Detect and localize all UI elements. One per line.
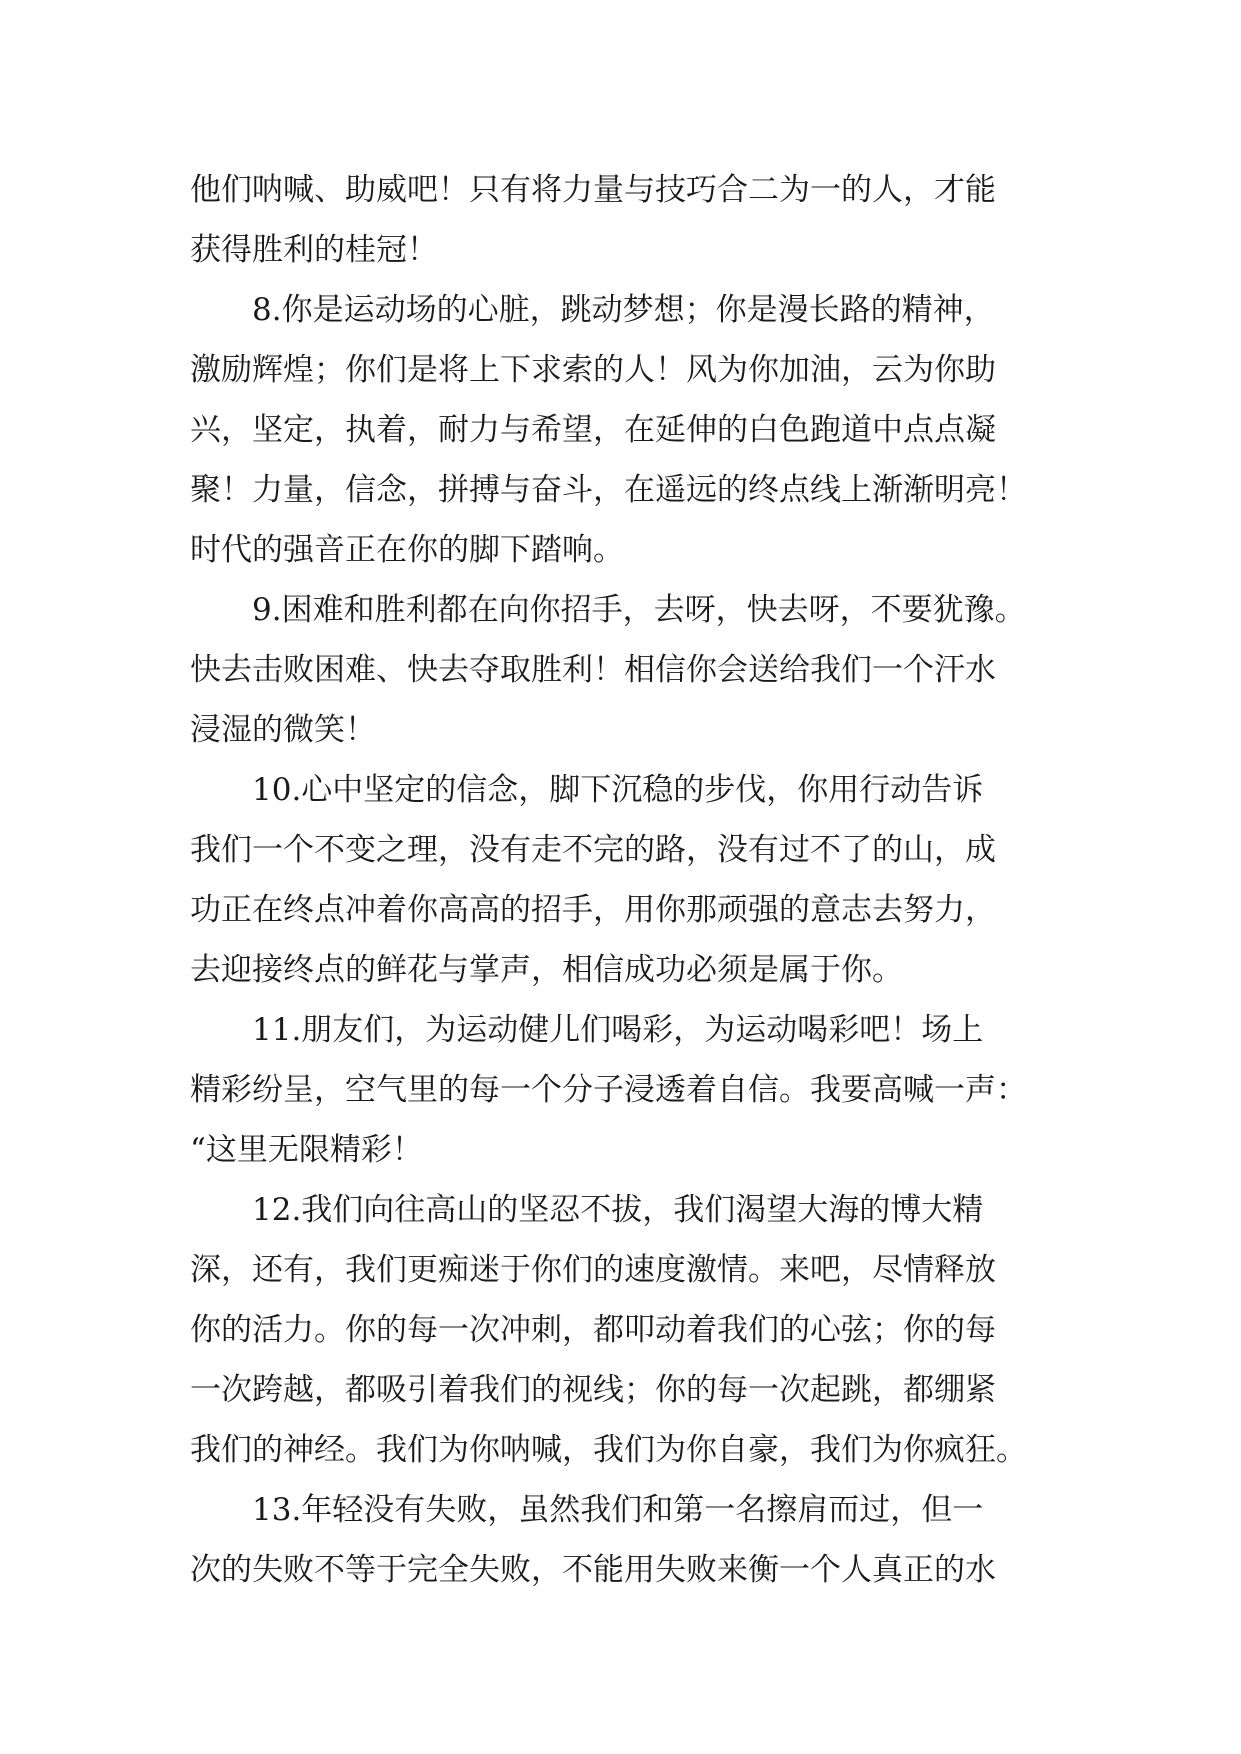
text-line: 快去击败困难、快去夺取胜利！相信你会送给我们一个汗水: [190, 652, 996, 688]
text-line: 一次跨越，都吸引着我们的视线；你的每一次起跳，都绷紧: [190, 1372, 996, 1408]
document-body: [190, 160, 1070, 1600]
text-line: 我们的神经。我们为你呐喊，我们为你自豪，我们为你疯狂。: [190, 1432, 1027, 1468]
text-line: “这里无限精彩！: [190, 1132, 423, 1168]
text-line: 功正在终点冲着你高高的招手，用你那顽强的意志去努力，: [190, 892, 996, 928]
text-line: 获得胜利的桂冠！: [190, 232, 438, 268]
paragraph-10-start: 10.心中坚定的信念，脚下沉稳的步伐，你用行动告诉: [252, 772, 984, 808]
text-line: 时代的强音正在你的脚下踏响。: [190, 532, 624, 568]
text-line: 我们一个不变之理，没有走不完的路，没有过不了的山，成: [190, 832, 996, 868]
text-line: 激励辉煌；你们是将上下求索的人！风为你加油，云为你助: [190, 352, 996, 388]
paragraph-8-start: 8.你是运动场的心脏，跳动梦想；你是漫长路的精神，: [252, 292, 995, 328]
text-line: 深，还有，我们更痴迷于你们的速度激情。来吧，尽情释放: [190, 1252, 996, 1288]
paragraph-12-start: 12.我们向往高山的坚忍不拔，我们渴望大海的博大精: [252, 1192, 984, 1228]
text-line: 聚！力量，信念，拼搏与奋斗，在遥远的终点线上渐渐明亮！: [190, 472, 1027, 508]
text-line: 次的失败不等于完全失败，不能用失败来衡一个人真正的水: [190, 1552, 996, 1588]
text-line: 兴，坚定，执着，耐力与希望，在延伸的白色跑道中点点凝: [190, 412, 996, 448]
paragraph-11-start: 11.朋友们，为运动健儿们喝彩，为运动喝彩吧！场上: [252, 1012, 984, 1048]
text-line: 去迎接终点的鲜花与掌声，相信成功必须是属于你。: [190, 952, 903, 988]
text-line: 他们呐喊、助威吧！只有将力量与技巧合二为一的人，才能: [190, 172, 996, 208]
text-line: 你的活力。你的每一次冲刺，都叩动着我们的心弦；你的每: [190, 1312, 996, 1348]
paragraph-9-start: 9.困难和胜利都在向你招手，去呀，快去呀，不要犹豫。: [252, 592, 1026, 628]
paragraph-13-start: 13.年轻没有失败，虽然我们和第一名擦肩而过，但一: [252, 1492, 984, 1528]
text-line: 浸湿的微笑！: [190, 712, 376, 748]
text-line: 精彩纷呈，空气里的每一个分子浸透着自信。我要高喊一声：: [190, 1072, 1027, 1108]
